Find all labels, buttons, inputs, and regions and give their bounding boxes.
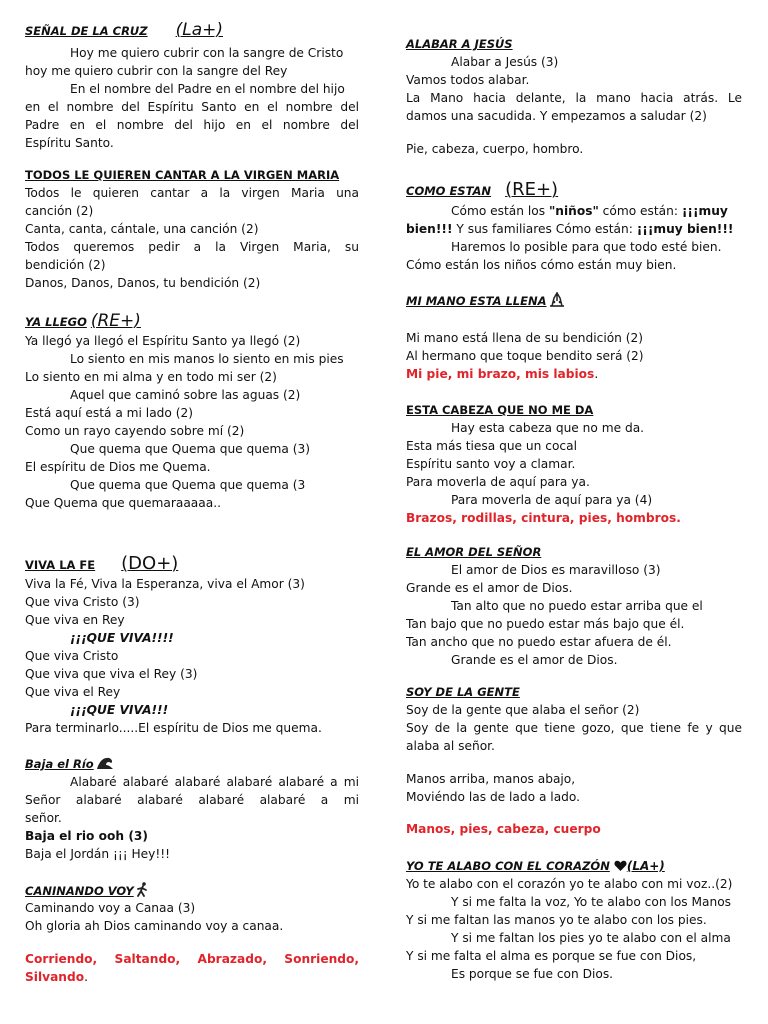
lyric-line: Canta, canta, cántale, una canción (2): [25, 222, 259, 236]
lyric-line: Al hermano que toque bendito será (2): [406, 349, 644, 363]
lyric-line: Que viva en Rey: [25, 613, 125, 627]
lyric-line: Espíritu santo voy a clamar.: [406, 457, 576, 471]
lyric-line: damos una sacudida. Y empezamos a saludar (2): [406, 109, 707, 123]
lyric-line-actions: Silvando.: [25, 970, 88, 984]
lyric-line: Que viva el Rey: [25, 685, 121, 699]
lyric-line: Está aquí está a mi lado (2): [25, 406, 193, 420]
lyric-line: Que viva Cristo: [25, 649, 119, 663]
song-key: (RE+): [90, 311, 141, 331]
lyric-line: Grande es el amor de Dios.: [406, 581, 573, 595]
song-title-baja-el-rio: Baja el Río: [25, 756, 114, 773]
song-key: (RE+): [505, 179, 559, 200]
song-title-senal: SEÑAL DE LA CRUZ (La+): [25, 20, 224, 40]
lyric-line: Moviéndo las de lado a lado.: [406, 790, 581, 804]
lyric-line: Es porque se fue con Dios.: [451, 967, 614, 981]
song-title-yo-te-alabo: YO TE ALABO CON EL CORAZÓN (LA+): [406, 859, 665, 873]
lyric-line: bien!!! Y sus familiares Cómo están: ¡¡¡muy bien!!!: [406, 222, 734, 236]
lyric-line: Y si me faltan los pies yo te alabo con el alma: [451, 931, 731, 945]
lyric-line: hoy me quiero cubrir con la sangre del Rey: [25, 64, 288, 78]
lyric-line: Que viva Cristo (3): [25, 595, 140, 609]
heart-icon: [614, 860, 627, 872]
lyric-line: Lo siento en mi alma y en todo mi ser (2): [25, 370, 277, 384]
lyric-line: Todos le quieren cantar a la virgen Maria una: [25, 186, 359, 200]
lyric-line: bendición (2): [25, 258, 106, 272]
song-key: (LA+): [626, 859, 665, 873]
lyric-line: Para moverla de aquí para ya.: [406, 475, 590, 489]
lyric-line: alaba al señor.: [406, 739, 495, 753]
song-title-caminando: CANINANDO VOY: [25, 882, 150, 900]
lyric-line: Yo te alabo con el corazón yo te alabo con mi voz..(2): [406, 877, 733, 891]
lyric-line: Haremos lo posible para que todo esté bien.: [451, 240, 722, 254]
lyric-line-actions: Manos, pies, cabeza, cuerpo: [406, 822, 601, 836]
lyric-line-actions: Mi pie, mi brazo, mis labios.: [406, 367, 599, 381]
song-title-virgen: TODOS LE QUIEREN CANTAR A LA VIRGEN MARIA: [25, 168, 340, 182]
lyric-line: El amor de Dios es maravilloso (3): [451, 563, 661, 577]
song-title-alabar: ALABAR A JESÚS: [406, 37, 513, 51]
walking-figure-icon: [136, 882, 150, 897]
lyric-line: Soy de la gente que tiene gozo, que tiene fe y que: [406, 721, 742, 735]
lyric-line: El espíritu de Dios me Quema.: [25, 460, 211, 474]
song-key: (DO+): [121, 553, 179, 574]
lyric-line: Ya llegó ya llegó el Espíritu Santo ya llegó (2): [25, 334, 301, 348]
lyric-line: Grande es el amor de Dios.: [451, 653, 618, 667]
lyric-line: Y si me falta el alma es porque se fue con Dios,: [406, 949, 697, 963]
wave-icon: [96, 756, 114, 770]
song-title-viva-la-fe: VIVA LA FE (DO+): [25, 553, 179, 574]
lyric-line: Y si me faltan las manos yo te alabo con los pies.: [406, 913, 707, 927]
lyric-line: Vamos todos alabar.: [406, 73, 530, 87]
lyric-line: en el nombre del Espíritu Santo en el nombre del: [25, 100, 359, 114]
lyric-line: Lo siento en mis manos lo siento en mis pies: [70, 352, 344, 366]
lyric-line: Hay esta cabeza que no me da.: [451, 421, 645, 435]
lyric-line: Y si me falta la voz, Yo te alabo con los Manos: [451, 895, 732, 909]
lyric-line: Que quema que Quema que quema (3: [70, 478, 306, 492]
song-key: (La+): [175, 20, 224, 40]
lyric-line: Para moverla de aquí para ya (4): [451, 493, 653, 507]
lyric-line: Que quema que Quema que quema (3): [70, 442, 310, 456]
lyric-line: Esta más tiesa que un cocal: [406, 439, 577, 453]
lyric-line: Aquel que caminó sobre las aguas (2): [70, 388, 301, 402]
lyric-line: Para terminarlo.....El espíritu de Dios me quema.: [25, 721, 322, 735]
lyric-line: Alabar a Jesús (3): [451, 55, 559, 69]
song-title-soy-de-la-gente: SOY DE LA GENTE: [406, 685, 520, 699]
lyric-line: Como un rayo cayendo sobre mí (2): [25, 424, 245, 438]
song-title-mi-mano: MI MANO ESTA LLENA: [406, 292, 565, 310]
lyric-line: Hoy me quiero cubrir con la sangre de Cristo: [70, 46, 344, 60]
lyric-line-actions: Brazos, rodillas, cintura, pies, hombros.: [406, 511, 681, 525]
lyric-line: señor.: [25, 811, 62, 825]
lyric-line: ¡¡¡QUE VIVA!!!: [70, 703, 169, 717]
lyric-line: Viva la Fé, Viva la Esperanza, viva el Amor (3): [25, 577, 305, 591]
lyric-line: Pie, cabeza, cuerpo, hombro.: [406, 142, 584, 156]
lyric-line: Que Quema que quemaraaaaa..: [25, 496, 221, 510]
lyric-line: Todos queremos pedir a la Virgen Maria, su: [25, 240, 359, 254]
song-title-esta-cabeza: ESTA CABEZA QUE NO ME DA: [406, 403, 594, 417]
lyric-line: Caminando voy a Canaa (3): [25, 901, 196, 915]
lyric-line: Tan bajo que no puedo estar más bajo que él.: [406, 617, 685, 631]
lyric-line: Tan alto que no puedo estar arriba que el: [451, 599, 703, 613]
lyric-line-actions: Corriendo, Saltando, Abrazado, Sonriendo,: [25, 952, 359, 966]
praying-hands-icon: [549, 292, 565, 307]
lyric-line: Baja el Jordán ¡¡¡ Hey!!!: [25, 847, 171, 861]
song-title-como-estan: COMO ESTAN (RE+): [406, 179, 559, 200]
lyric-line: En el nombre del Padre en el nombre del hijo: [70, 82, 345, 96]
lyric-line: Espíritu Santo.: [25, 136, 114, 150]
lyric-line: La Mano hacia delante, la mano hacia atrás. Le: [406, 91, 742, 105]
song-title-el-amor: EL AMOR DEL SEÑOR: [406, 545, 542, 559]
song-title-ya-llego: YA LLEGO (RE+): [25, 311, 141, 331]
lyric-line: ¡¡¡QUE VIVA!!!!: [70, 631, 174, 645]
lyric-line: Mi mano está llena de su bendición (2): [406, 331, 644, 345]
lyric-line: Alabaré alabaré alabaré alabaré alabaré a mi: [70, 775, 359, 789]
lyric-line: Danos, Danos, Danos, tu bendición (2): [25, 276, 261, 290]
lyric-line: Tan ancho que no puedo estar afuera de él.: [406, 635, 672, 649]
lyric-line: Manos arriba, manos abajo,: [406, 772, 576, 786]
lyric-line: Cómo están los niños cómo están muy bien.: [406, 258, 677, 272]
lyric-line: Cómo están los "niños" cómo están: ¡¡¡muy: [451, 204, 728, 218]
lyric-line: Baja el rio ooh (3): [25, 829, 148, 843]
lyric-line: Señor alabaré alabaré alabaré alabaré a mi: [25, 793, 359, 807]
lyric-line: Soy de la gente que alaba el señor (2): [406, 703, 640, 717]
lyric-line: canción (2): [25, 204, 94, 218]
lyric-line: Que viva que viva el Rey (3): [25, 667, 198, 681]
lyric-line: Oh gloria ah Dios caminando voy a canaa.: [25, 919, 284, 933]
lyric-line: Padre en el nombre del hijo en el nombre del: [25, 118, 359, 132]
